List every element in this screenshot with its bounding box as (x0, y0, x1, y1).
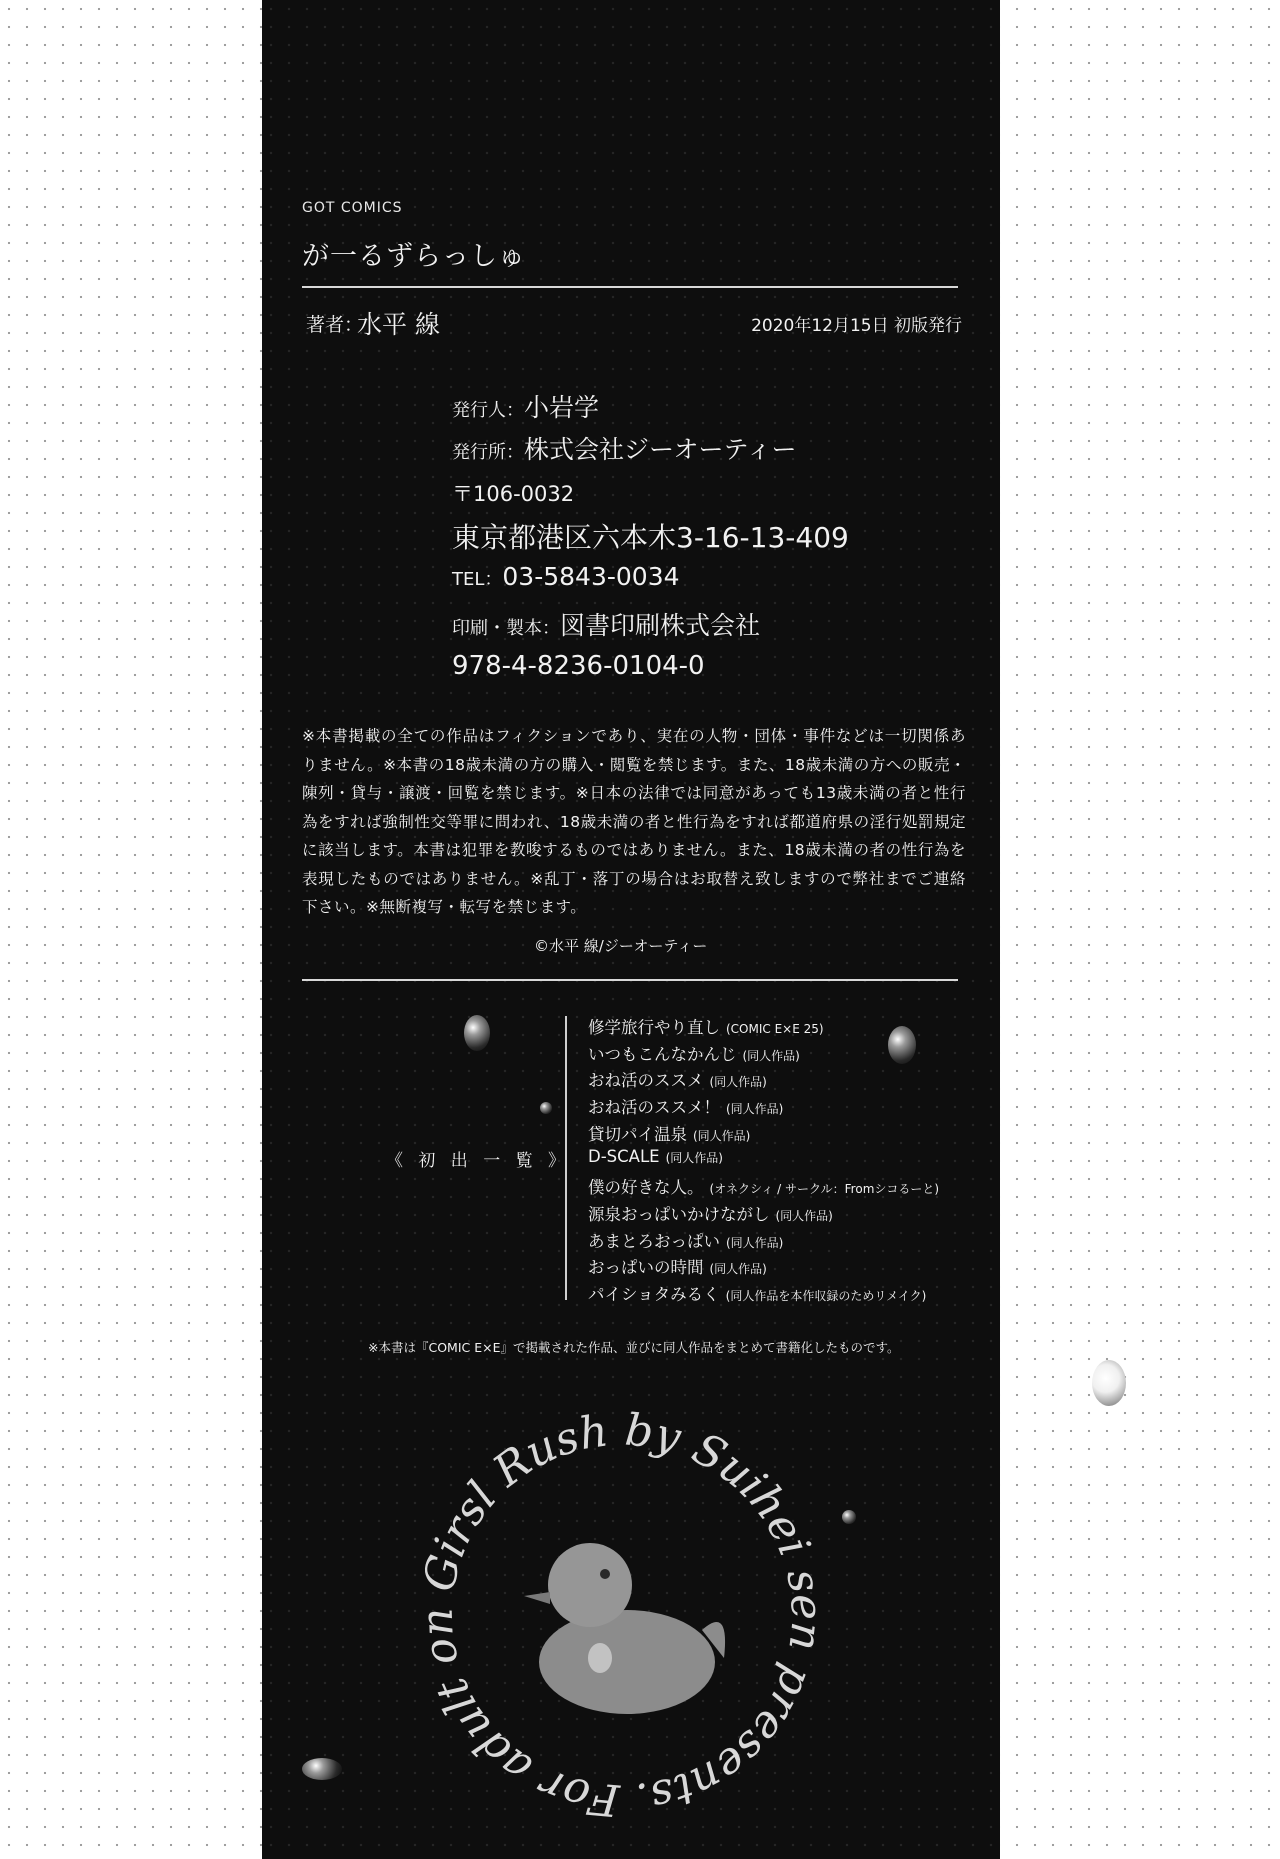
first-appearances-list (588, 1014, 939, 1308)
postal-code: 〒106-0032 (452, 482, 575, 506)
address: 東京都港区六本木3-16-13-409 (452, 521, 849, 554)
water-drop-icon (302, 1758, 342, 1780)
isbn: 978-4-8236-0104-0 (452, 651, 705, 681)
author-label: 著者： (306, 314, 364, 336)
list-divider (565, 1016, 567, 1300)
water-drop-icon (540, 1102, 552, 1114)
company-name: 株式会社ジーオーティー (524, 435, 797, 464)
publish-date: 2020年12月15日 初版発行 (751, 316, 962, 336)
footnote: ※本書は『COMIC E×E』で掲載された作品、並びに同人作品をまとめて書籍化したものです。 (368, 1340, 900, 1355)
list-item: おね活のススメ！ (同人作品) (588, 1098, 784, 1118)
list-item: 貸切パイ温泉 (同人作品) (588, 1124, 751, 1144)
rubber-duck-icon (524, 1543, 725, 1714)
colophon-panel (262, 0, 1000, 1859)
company-row (452, 430, 797, 466)
water-drop-icon (464, 1015, 490, 1051)
legal-notice: ※本書掲載の全ての作品はフィクションであり、実在の人物・団体・事件などは一切関係ありません。※本書の18歳未満の方の購入・閲覧を禁じます。また、18歳未満の方への販売・陳列・貸与・譲渡・回覧を禁じます。※日本の法律では同意があっても13歳未満の者と性行為をすれば強制性交等罪に問われ、18歳未満の者と性行為をすれば都道府県の淫行処罰規定に該当します。本書は犯罪を教唆するものではありません。また、18歳未満の者の性行為を表現したものではありません。※乱丁・落丁の場合はお取替え致しますので弊社までご連絡下さい。※無断複写・転写を禁じます。 (302, 727, 966, 916)
list-item: おっぱいの時間 (同人作品) (588, 1258, 767, 1278)
copyright: ©水平 線/ジーオーティー (534, 937, 708, 955)
stamp-text: Girsl Rush by Suihei sen presents. For adult on (412, 1404, 832, 1826)
printer-row (452, 606, 760, 642)
list-item: D-SCALE (同人作品) (588, 1147, 723, 1167)
list-item: 僕の好きな人。 (オネクシィ / サークル：Fromシコるーと) (588, 1178, 940, 1198)
list-item: 源泉おっぱいかけながし (同人作品) (588, 1204, 833, 1224)
list-item: おね活のススメ (同人作品) (588, 1071, 767, 1091)
tel-row (452, 562, 680, 591)
list-item: パイショタみるく (同人作品を本作収録のためリメイク) (588, 1284, 927, 1304)
tel-number: 03-5843-0034 (502, 562, 680, 591)
divider-middle (302, 979, 958, 981)
water-drop-icon (1092, 1360, 1126, 1406)
list-item: あまとろおっぱい (同人作品) (588, 1231, 784, 1251)
publisher-name: 小岩学 (524, 393, 600, 422)
publisher-label: 発行人： (452, 400, 524, 421)
printer-label: 印刷・製本： (452, 618, 560, 639)
series-name: GOT COMICS (302, 200, 403, 216)
tel-label: TEL： (452, 569, 503, 590)
list-item: いつもこんなかんじ (同人作品) (588, 1044, 800, 1064)
list-item: 修学旅行やり直し (COMIC E×E 25) (588, 1018, 824, 1037)
book-title: が一るずらっしゅ (302, 241, 526, 272)
publisher-row (452, 388, 599, 424)
water-drop-icon (842, 1510, 856, 1524)
water-drop-icon (888, 1026, 916, 1064)
author-name: 水平 線 (357, 310, 440, 339)
divider-top (302, 286, 958, 288)
company-label: 発行所： (452, 442, 524, 463)
first-appearances-label: 《 初 出 一 覧 》 (386, 1151, 571, 1171)
printer-name: 図書印刷株式会社 (560, 611, 761, 640)
duck-stamp (412, 1400, 832, 1830)
